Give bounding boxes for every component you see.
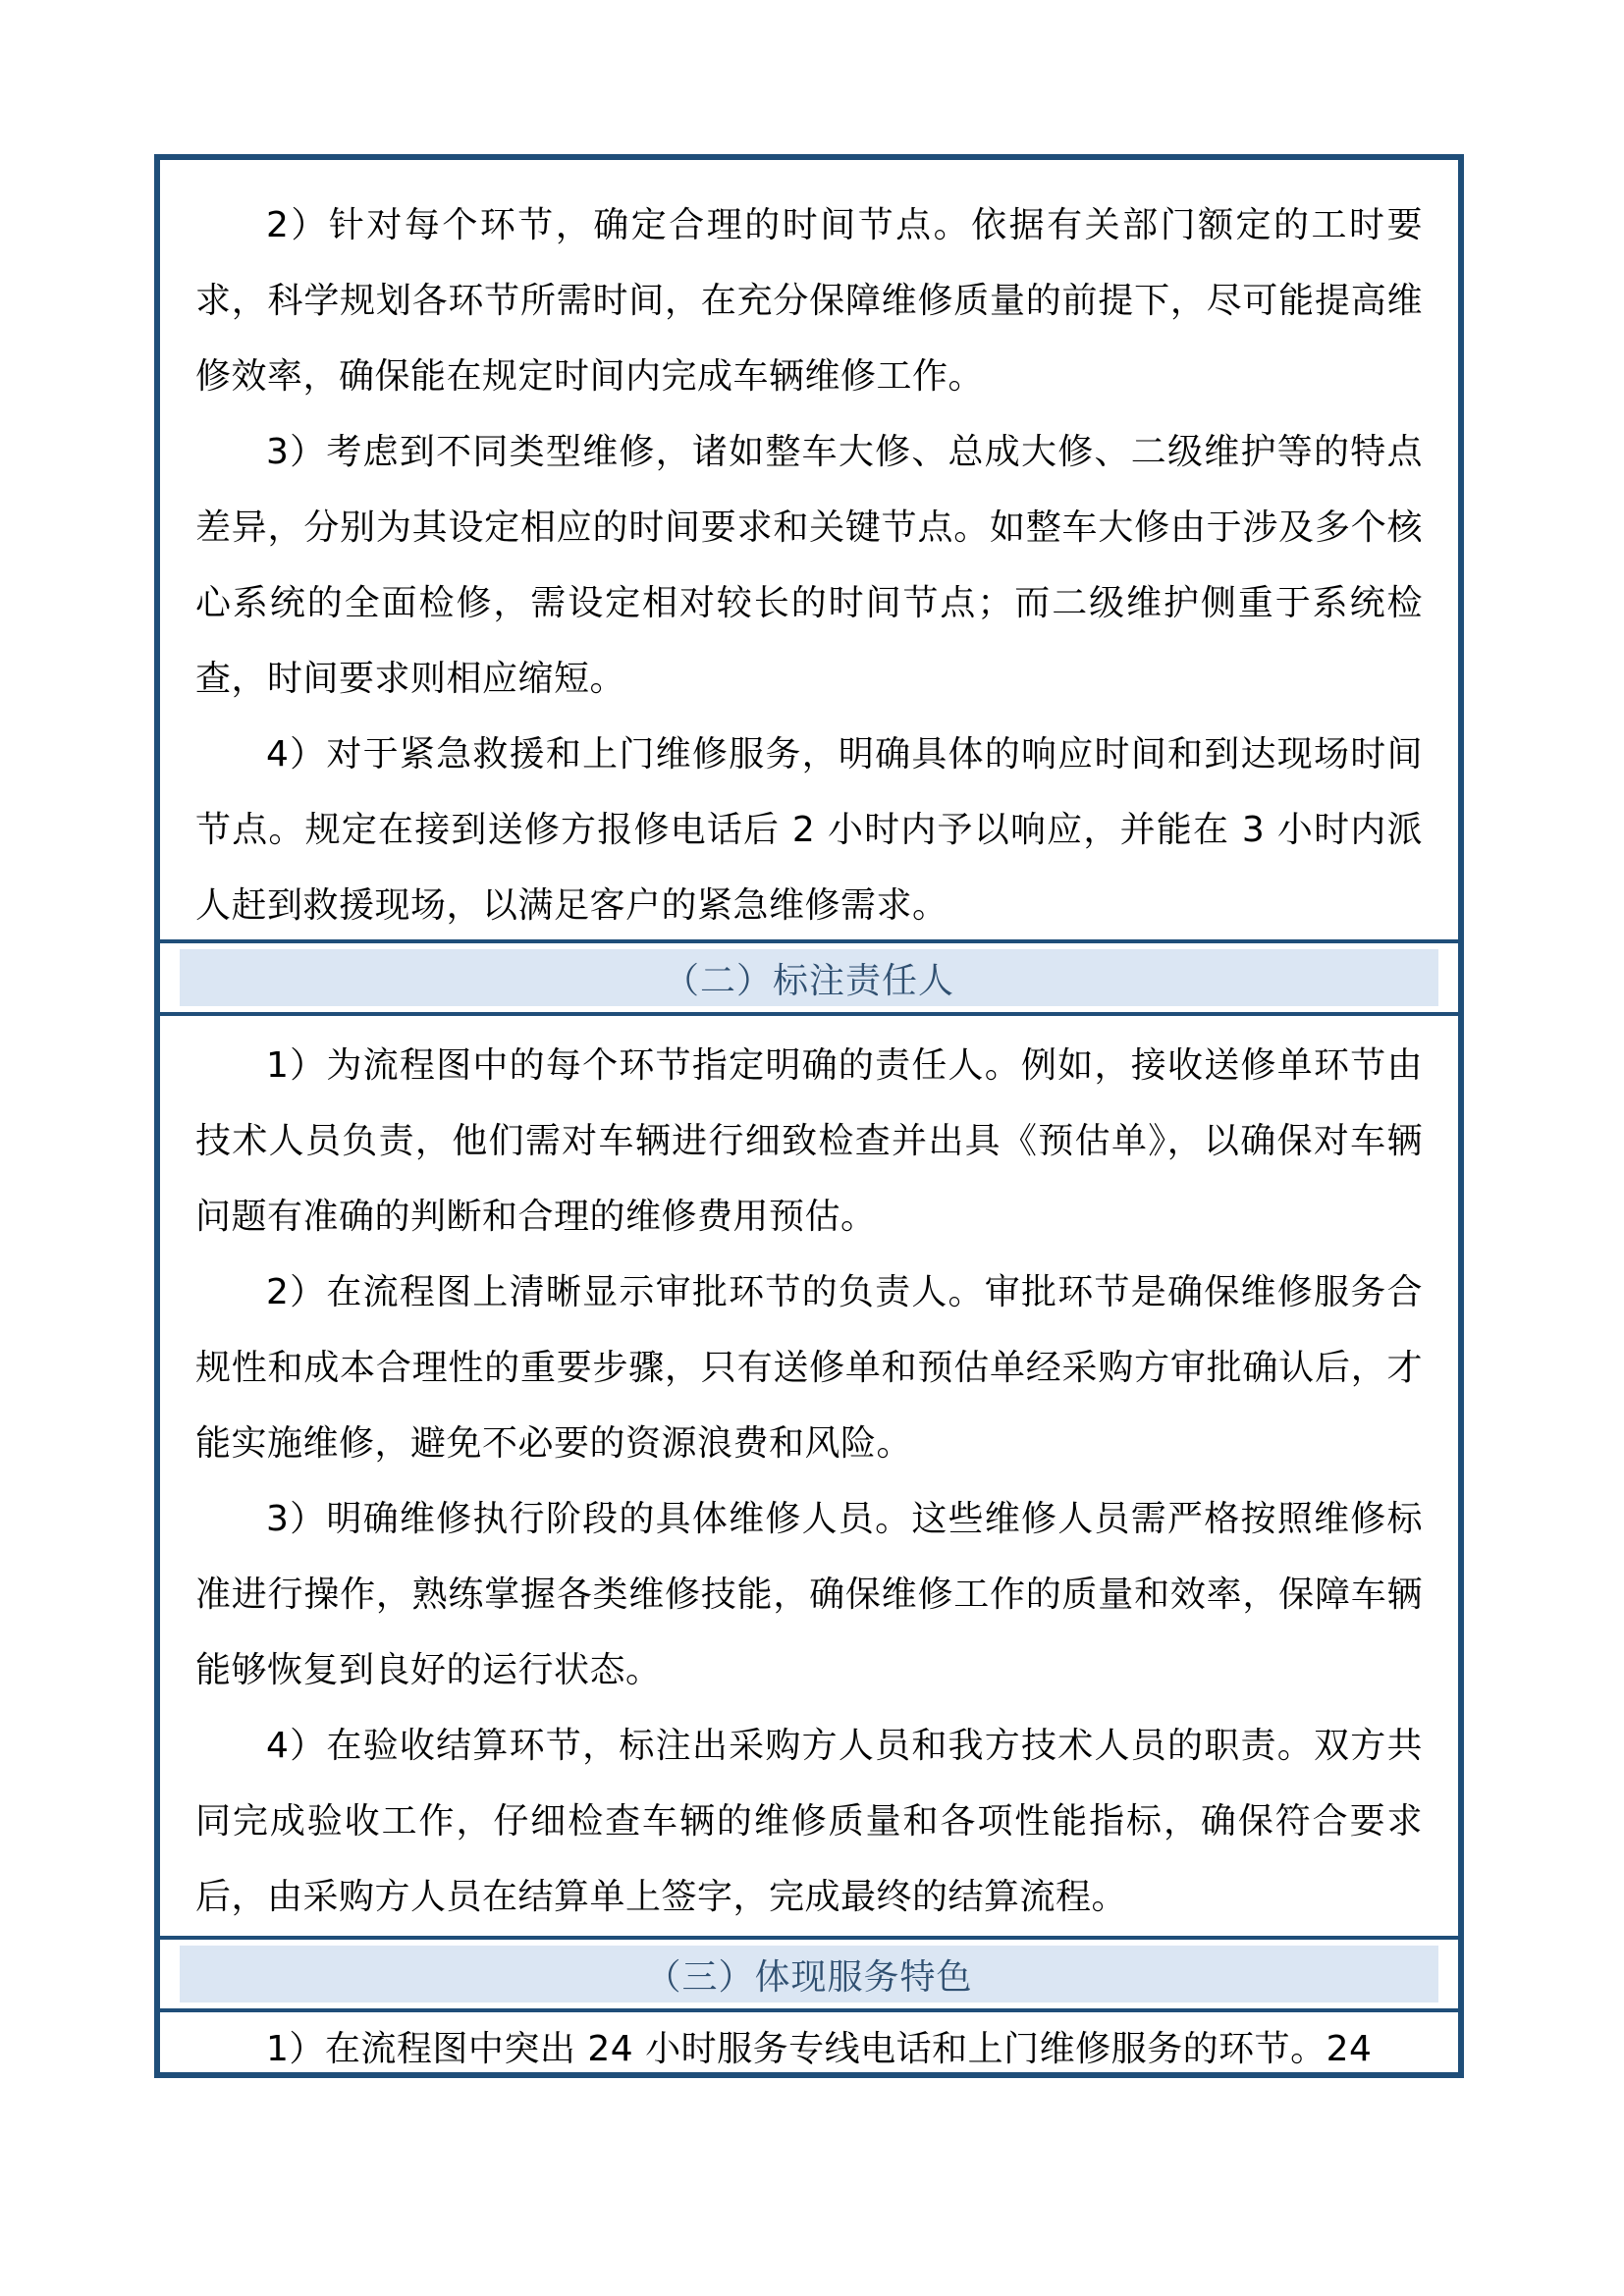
section-title: （三）体现服务特色: [645, 1956, 973, 1998]
paragraph: 3）考虑到不同类型维修，诸如整车大修、总成大修、二级维护等的特点差异，分别为其设定相应的时间要求和关键节点。如整车大修由于涉及多个核心系统的全面检修，需设定相对较长的时间节点；而二级维护侧重于系统检查，时间要求则相应缩短。: [195, 432, 1423, 699]
paragraph: 4）在验收结算环节，标注出采购方人员和我方技术人员的职责。双方共同完成验收工作，仔细检查车辆的维修质量和各项性能指标，确保符合要求后，由采购方人员在结算单上签字，完成最终的结算流程。: [195, 1726, 1423, 1917]
section-paragraphs: [160, 2011, 1458, 2087]
paragraph: 1）在流程图中突出 24 小时服务专线电话和上门维修服务的环节。24: [266, 2029, 1373, 2069]
section-title: （二）标注责任人: [663, 960, 954, 1001]
section-heading-band: [160, 939, 1458, 1016]
document-frame: [154, 154, 1464, 2078]
section-heading-band: [160, 1936, 1458, 2012]
section-heading-background: [180, 1946, 1438, 2002]
section-heading-background: [180, 949, 1438, 1006]
paragraph: 2）在流程图上清晰显示审批环节的负责人。审批环节是确保维修服务合规性和成本合理性的重要步骤，只有送修单和预估单经采购方审批确认后，才能实施维修，避免不必要的资源浪费和风险。: [195, 1272, 1423, 1464]
section-paragraphs: [160, 1028, 1458, 1935]
intro-paragraphs: [160, 187, 1458, 943]
paragraph: 4）对于紧急救援和上门维修服务，明确具体的响应时间和到达现场时间节点。规定在接到送修方报修电话后 2 小时内予以响应，并能在 3 小时内派人赶到救援现场，以满足客户的紧急维修需求。: [195, 734, 1423, 926]
paragraph: 3）明确维修执行阶段的具体维修人员。这些维修人员需严格按照维修标准进行操作，熟练掌握各类维修技能，确保维修工作的质量和效率，保障车辆能够恢复到良好的运行状态。: [195, 1499, 1423, 1690]
paragraph: 1）为流程图中的每个环节指定明确的责任人。例如，接收送修单环节由技术人员负责，他们需对车辆进行细致检查并出具《预估单》，以确保对车辆问题有准确的判断和合理的维修费用预估。: [195, 1045, 1423, 1237]
paragraph: 2）针对每个环节，确定合理的时间节点。依据有关部门额定的工时要求，科学规划各环节所需时间，在充分保障维修质量的前提下，尽可能提高维修效率，确保能在规定时间内完成车辆维修工作。: [195, 205, 1423, 397]
